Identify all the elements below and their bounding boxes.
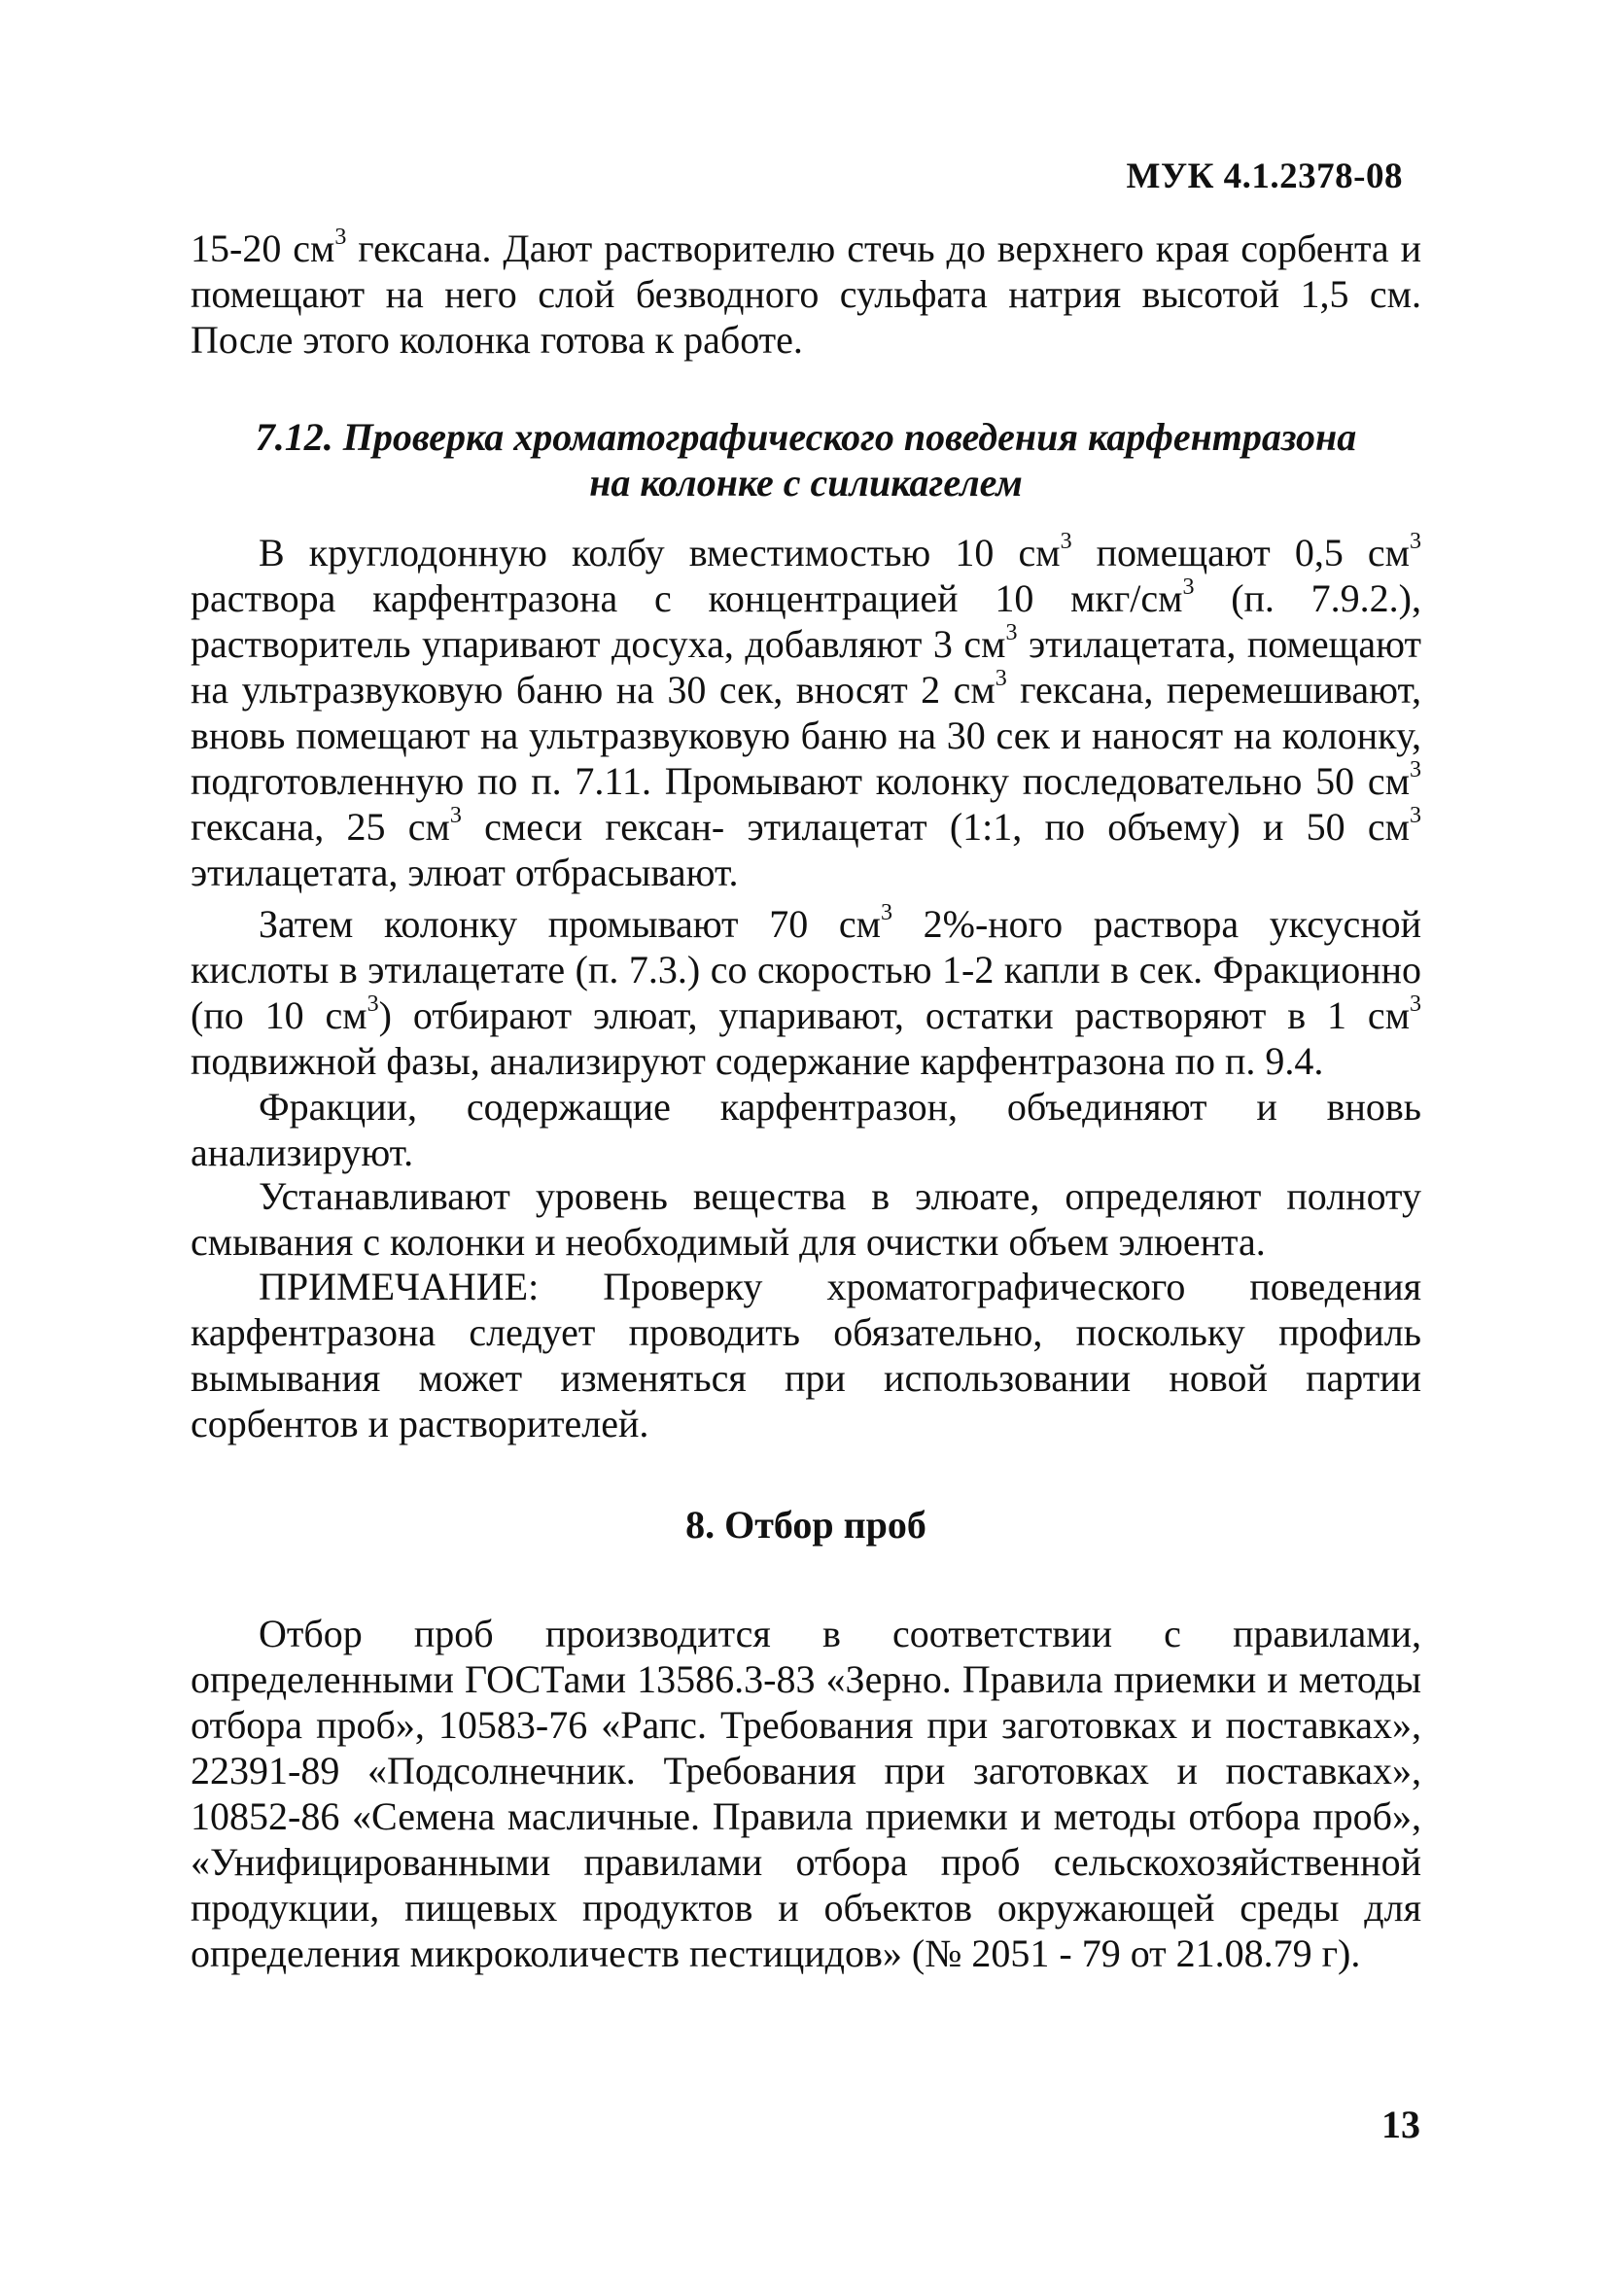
section-8-body — [191, 1611, 1421, 1976]
paragraph-level: Устанавливают уровень вещества в элюате, определяют полноту смывания с колонки и необходимый для очистки объем элюента. — [191, 1174, 1421, 1264]
page-number: 13 — [1381, 2103, 1420, 2146]
section-8-title: 8. Отбор проб — [685, 1503, 926, 1547]
continuation-block — [191, 226, 1421, 363]
section-7-12-body-4 — [191, 1173, 1421, 1265]
section-7-12-body-3 — [191, 1084, 1421, 1175]
section-7-12 — [191, 414, 1421, 505]
paragraph-procedure: В круглодонную колбу вместимостью 10 $см^3$ помещают 0,5 $см^3$ раствора карфентразона с концентрацией 10 мкг/$см^3$ (п. 7.9.2.), растворитель упаривают досуха, добавляют 3 $см^3$ этилацетата, помещают на ультразвуковую баню на 30 сек, вносят 2 $см^3$ гексана, перемешивают, вновь помещают на ультразвуковую баню на 30 сек и наносят на колонку, подготовленную по п. 7.11. Промывают колонку последовательно 50 $см^3$ гексана, 25 $см^3$ смеси гексан- этилацетат (1:1, по объему) и 50 $см^3$ этилацетата, элюат отбрасывают. — [191, 529, 1422, 894]
paragraph-elution: Затем колонку промывают 70 $см^3$ 2%-ного раствора уксусной кислоты в этилацетате (п. 7.3.) со скоростью 1-2 капли в сек. Фракционно (по 10 $см^3$) отбирают элюат, упаривают, остатки растворяют в 1 $см^3$ подвижной фазы, анализируют содержание карфентразона по п. 9.4. — [191, 900, 1422, 1083]
note-paragraph: ПРИМЕЧАНИЕ: Проверку хроматографического поведения карфентразона следует проводить обязательно, поскольку профиль вымывания может изменяться при использовании новой партии сорбентов и растворителей. — [191, 1265, 1421, 1445]
section-8 — [191, 1502, 1421, 1548]
document-code: МУК 4.1.2378-08 — [1126, 157, 1403, 196]
paragraph-fractions: Фракции, содержащие карфентразон, объединяют и вновь анализируют. — [191, 1085, 1421, 1174]
continuation-paragraph: 15-20 $см^3$ гексана. Дают растворителю стечь до верхнего края сорбента и помещают на него слой безводного сульфата натрия высотой 1,5 см. После этого колонка готова к работе. — [191, 225, 1422, 362]
section-7-12-body — [191, 530, 1421, 895]
section-7-12-note — [191, 1264, 1421, 1446]
section-7-12-body-2 — [191, 901, 1421, 1084]
paragraph-sampling: Отбор проб производится в соответствии с правилами, определенными ГОСТами 13586.3-83 «Зерно. Правила приемки и методы отбора проб», 10583-76 «Рапс. Требования при заготовках и поставках», 22391-89 «Подсолнечник. Требования при заготовках и поставках», 10852-86 «Семена масличные. Правила приемки и методы отбора проб», «Унифицированными правилами отбора проб сельскохозяйственной продукции, пищевых продуктов и объектов окружающей среды для определения микроколичеств пестицидов» (№ 2051 - 79 от 21.08.79 г). — [191, 1612, 1421, 1975]
section-7-12-title: 7.12. Проверка хроматографического поведения карфентразона на колонке с силикагелем — [255, 415, 1357, 504]
